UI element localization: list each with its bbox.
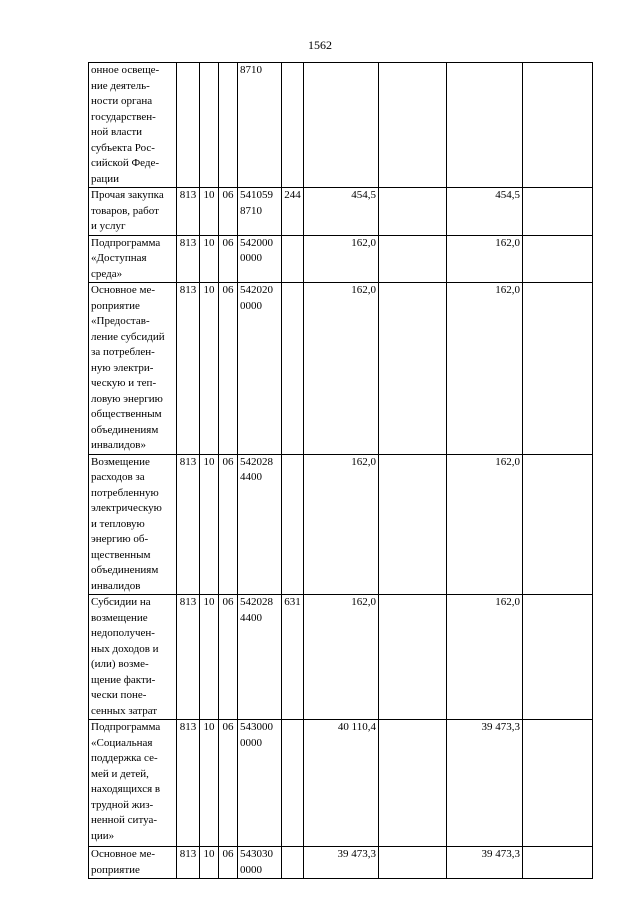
item-name-cell: Основное ме- роприятие bbox=[89, 847, 177, 879]
amount-cell-4 bbox=[523, 188, 593, 236]
item-name-cell: Субсидии на возмещение недополучен- ных доходов и (или) возме- щение факти- чески поне- сенных затрат bbox=[89, 595, 177, 720]
target-article-cell: 543030 0000 bbox=[238, 847, 282, 879]
ministry-code-cell: 813 bbox=[177, 454, 200, 595]
target-article-cell: 542000 0000 bbox=[238, 235, 282, 283]
amount-cell-4 bbox=[523, 63, 593, 188]
subsection-code-cell: 06 bbox=[219, 454, 238, 595]
expense-type-cell bbox=[282, 847, 304, 879]
amount-cell-1 bbox=[304, 63, 379, 188]
ministry-code-cell: 813 bbox=[177, 283, 200, 455]
item-name-cell: Возмещение расходов за потребленную электрическую и тепловую энергию об- щественным объединениям инвалидов bbox=[89, 454, 177, 595]
amount-cell-3: 162,0 bbox=[447, 283, 523, 455]
amount-cell-4 bbox=[523, 235, 593, 283]
target-article-cell: 541059 8710 bbox=[238, 188, 282, 236]
target-article-cell: 8710 bbox=[238, 63, 282, 188]
target-article-cell: 543000 0000 bbox=[238, 720, 282, 847]
section-code-cell: 10 bbox=[200, 188, 219, 236]
item-name-cell: онное освеще- ние деятель- ности органа государствен- ной власти субъекта Рос- сийской Феде- рации bbox=[89, 63, 177, 188]
amount-cell-4 bbox=[523, 595, 593, 720]
amount-cell-4 bbox=[523, 283, 593, 455]
table-row bbox=[89, 454, 593, 595]
target-article-cell: 542028 4400 bbox=[238, 454, 282, 595]
table-row bbox=[89, 720, 593, 847]
table-body bbox=[89, 63, 593, 879]
amount-cell-2 bbox=[379, 63, 447, 188]
subsection-code-cell: 06 bbox=[219, 235, 238, 283]
item-name-cell: Подпрограмма «Доступная среда» bbox=[89, 235, 177, 283]
amount-cell-2 bbox=[379, 847, 447, 879]
ministry-code-cell: 813 bbox=[177, 188, 200, 236]
budget-table bbox=[88, 62, 593, 879]
amount-cell-1: 40 110,4 bbox=[304, 720, 379, 847]
item-name-cell: Основное ме- роприятие «Предостав- ление субсидий за потреблен- ную электри- ческую и теп- ловую энергию общественным объединениям инвалидов» bbox=[89, 283, 177, 455]
amount-cell-3: 39 473,3 bbox=[447, 847, 523, 879]
amount-cell-4 bbox=[523, 720, 593, 847]
subsection-code-cell: 06 bbox=[219, 595, 238, 720]
amount-cell-3: 39 473,3 bbox=[447, 720, 523, 847]
expense-type-cell: 244 bbox=[282, 188, 304, 236]
amount-cell-2 bbox=[379, 188, 447, 236]
table-row bbox=[89, 595, 593, 720]
expense-type-cell: 631 bbox=[282, 595, 304, 720]
table-row bbox=[89, 847, 593, 879]
section-code-cell: 10 bbox=[200, 595, 219, 720]
subsection-code-cell bbox=[219, 63, 238, 188]
ministry-code-cell bbox=[177, 63, 200, 188]
table-row bbox=[89, 63, 593, 188]
section-code-cell: 10 bbox=[200, 847, 219, 879]
section-code-cell: 10 bbox=[200, 235, 219, 283]
section-code-cell: 10 bbox=[200, 454, 219, 595]
amount-cell-2 bbox=[379, 720, 447, 847]
ministry-code-cell: 813 bbox=[177, 235, 200, 283]
item-name-cell: Подпрограмма «Социальная поддержка се- мей и детей, находящихся в трудной жиз- ненной ситуа- ции» bbox=[89, 720, 177, 847]
subsection-code-cell: 06 bbox=[219, 188, 238, 236]
amount-cell-1: 162,0 bbox=[304, 283, 379, 455]
amount-cell-1: 39 473,3 bbox=[304, 847, 379, 879]
table-row bbox=[89, 188, 593, 236]
ministry-code-cell: 813 bbox=[177, 720, 200, 847]
table-row bbox=[89, 235, 593, 283]
section-code-cell bbox=[200, 63, 219, 188]
page-number: 1562 bbox=[308, 38, 332, 52]
amount-cell-3: 162,0 bbox=[447, 595, 523, 720]
expense-type-cell bbox=[282, 283, 304, 455]
ministry-code-cell: 813 bbox=[177, 595, 200, 720]
amount-cell-1: 162,0 bbox=[304, 454, 379, 595]
amount-cell-2 bbox=[379, 595, 447, 720]
amount-cell-3: 162,0 bbox=[447, 235, 523, 283]
item-name-cell: Прочая закупка товаров, работ и услуг bbox=[89, 188, 177, 236]
table-row bbox=[89, 283, 593, 455]
amount-cell-3: 162,0 bbox=[447, 454, 523, 595]
amount-cell-1: 162,0 bbox=[304, 235, 379, 283]
expense-type-cell bbox=[282, 235, 304, 283]
amount-cell-3 bbox=[447, 63, 523, 188]
amount-cell-2 bbox=[379, 283, 447, 455]
subsection-code-cell: 06 bbox=[219, 283, 238, 455]
amount-cell-2 bbox=[379, 235, 447, 283]
section-code-cell: 10 bbox=[200, 720, 219, 847]
section-code-cell: 10 bbox=[200, 283, 219, 455]
amount-cell-4 bbox=[523, 454, 593, 595]
target-article-cell: 542028 4400 bbox=[238, 595, 282, 720]
expense-type-cell bbox=[282, 454, 304, 595]
subsection-code-cell: 06 bbox=[219, 720, 238, 847]
amount-cell-4 bbox=[523, 847, 593, 879]
target-article-cell: 542020 0000 bbox=[238, 283, 282, 455]
amount-cell-3: 454,5 bbox=[447, 188, 523, 236]
amount-cell-2 bbox=[379, 454, 447, 595]
expense-type-cell bbox=[282, 63, 304, 188]
amount-cell-1: 162,0 bbox=[304, 595, 379, 720]
ministry-code-cell: 813 bbox=[177, 847, 200, 879]
expense-type-cell bbox=[282, 720, 304, 847]
subsection-code-cell: 06 bbox=[219, 847, 238, 879]
amount-cell-1: 454,5 bbox=[304, 188, 379, 236]
